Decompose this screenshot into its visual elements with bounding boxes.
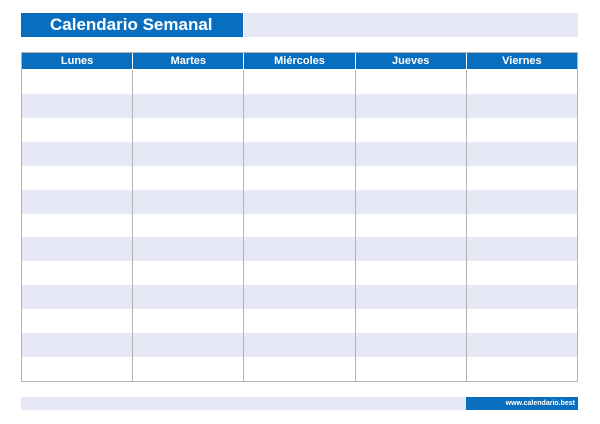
- schedule-cell[interactable]: [22, 70, 133, 94]
- schedule-cell[interactable]: [22, 142, 133, 166]
- schedule-cell[interactable]: [133, 285, 244, 309]
- schedule-cell[interactable]: [244, 94, 355, 118]
- schedule-cell[interactable]: [22, 214, 133, 238]
- schedule-cell[interactable]: [467, 118, 577, 142]
- schedule-cell[interactable]: [244, 214, 355, 238]
- schedule-cell[interactable]: [356, 142, 467, 166]
- schedule-cell[interactable]: [133, 357, 244, 381]
- schedule-cell[interactable]: [356, 214, 467, 238]
- schedule-cell[interactable]: [22, 237, 133, 261]
- schedule-cell[interactable]: [133, 333, 244, 357]
- day-header-tuesday: Martes: [133, 53, 244, 69]
- schedule-cell[interactable]: [22, 333, 133, 357]
- schedule-cell[interactable]: [356, 166, 467, 190]
- page-title: Calendario Semanal: [21, 13, 243, 37]
- schedule-cell[interactable]: [467, 190, 577, 214]
- schedule-cell[interactable]: [467, 309, 577, 333]
- title-bar-decoration: [244, 13, 578, 37]
- schedule-cell[interactable]: [244, 309, 355, 333]
- schedule-row: [22, 94, 577, 118]
- schedule-cell[interactable]: [467, 285, 577, 309]
- schedule-cell[interactable]: [133, 142, 244, 166]
- schedule-cell[interactable]: [467, 357, 577, 381]
- schedule-cell[interactable]: [356, 190, 467, 214]
- schedule-cell[interactable]: [22, 261, 133, 285]
- schedule-cell[interactable]: [133, 94, 244, 118]
- schedule-row: [22, 142, 577, 166]
- day-header-friday: Viernes: [502, 55, 542, 67]
- calendar-grid: [21, 52, 578, 382]
- schedule-cell[interactable]: [356, 70, 467, 94]
- schedule-cell[interactable]: [22, 94, 133, 118]
- footer-website-link[interactable]: www.calendario.best: [466, 397, 578, 410]
- schedule-cell[interactable]: [133, 309, 244, 333]
- schedule-cell[interactable]: [244, 285, 355, 309]
- schedule-cell[interactable]: [467, 214, 577, 238]
- schedule-cell[interactable]: [244, 118, 355, 142]
- schedule-row: [22, 237, 577, 261]
- schedule-row: [22, 285, 577, 309]
- schedule-row: [22, 166, 577, 190]
- schedule-cell[interactable]: [133, 214, 244, 238]
- schedule-cell[interactable]: [356, 261, 467, 285]
- schedule-cell[interactable]: [467, 333, 577, 357]
- schedule-row: [22, 357, 577, 381]
- schedule-cell[interactable]: [244, 190, 355, 214]
- footer-bar-decoration: [21, 397, 466, 410]
- day-header-row: [22, 53, 577, 70]
- schedule-cell[interactable]: [467, 166, 577, 190]
- schedule-cell[interactable]: [356, 285, 467, 309]
- schedule-cell[interactable]: [244, 166, 355, 190]
- schedule-cell[interactable]: [244, 357, 355, 381]
- schedule-row: [22, 70, 577, 94]
- schedule-cell[interactable]: [467, 142, 577, 166]
- schedule-cell[interactable]: [22, 357, 133, 381]
- schedule-cell[interactable]: [133, 118, 244, 142]
- schedule-row: [22, 261, 577, 285]
- schedule-cell[interactable]: [133, 70, 244, 94]
- schedule-cell[interactable]: [22, 309, 133, 333]
- schedule-cell[interactable]: [467, 94, 577, 118]
- schedule-cell[interactable]: [244, 70, 355, 94]
- schedule-cell[interactable]: [22, 285, 133, 309]
- schedule-cell[interactable]: [133, 166, 244, 190]
- schedule-cell[interactable]: [244, 237, 355, 261]
- schedule-cell[interactable]: [244, 261, 355, 285]
- schedule-row: [22, 118, 577, 142]
- schedule-cell[interactable]: [356, 309, 467, 333]
- schedule-row: [22, 333, 577, 357]
- schedule-row: [22, 214, 577, 238]
- schedule-cell[interactable]: [244, 142, 355, 166]
- day-header-monday: Lunes: [22, 53, 133, 69]
- schedule-cell[interactable]: [22, 190, 133, 214]
- schedule-cell[interactable]: [467, 237, 577, 261]
- day-header-wednesday: Miércoles: [244, 53, 355, 69]
- calendar-body: [22, 70, 577, 381]
- schedule-cell[interactable]: [467, 70, 577, 94]
- schedule-cell[interactable]: [22, 166, 133, 190]
- schedule-cell[interactable]: [356, 118, 467, 142]
- day-header-thursday: Jueves: [356, 53, 467, 69]
- schedule-cell[interactable]: [356, 237, 467, 261]
- schedule-cell[interactable]: [133, 190, 244, 214]
- schedule-cell[interactable]: [22, 118, 133, 142]
- schedule-cell[interactable]: [133, 237, 244, 261]
- schedule-cell[interactable]: [356, 357, 467, 381]
- schedule-row: [22, 309, 577, 333]
- schedule-row: [22, 190, 577, 214]
- schedule-cell[interactable]: [467, 261, 577, 285]
- schedule-cell[interactable]: [356, 94, 467, 118]
- schedule-cell[interactable]: [133, 261, 244, 285]
- schedule-cell[interactable]: [244, 333, 355, 357]
- schedule-cell[interactable]: [356, 333, 467, 357]
